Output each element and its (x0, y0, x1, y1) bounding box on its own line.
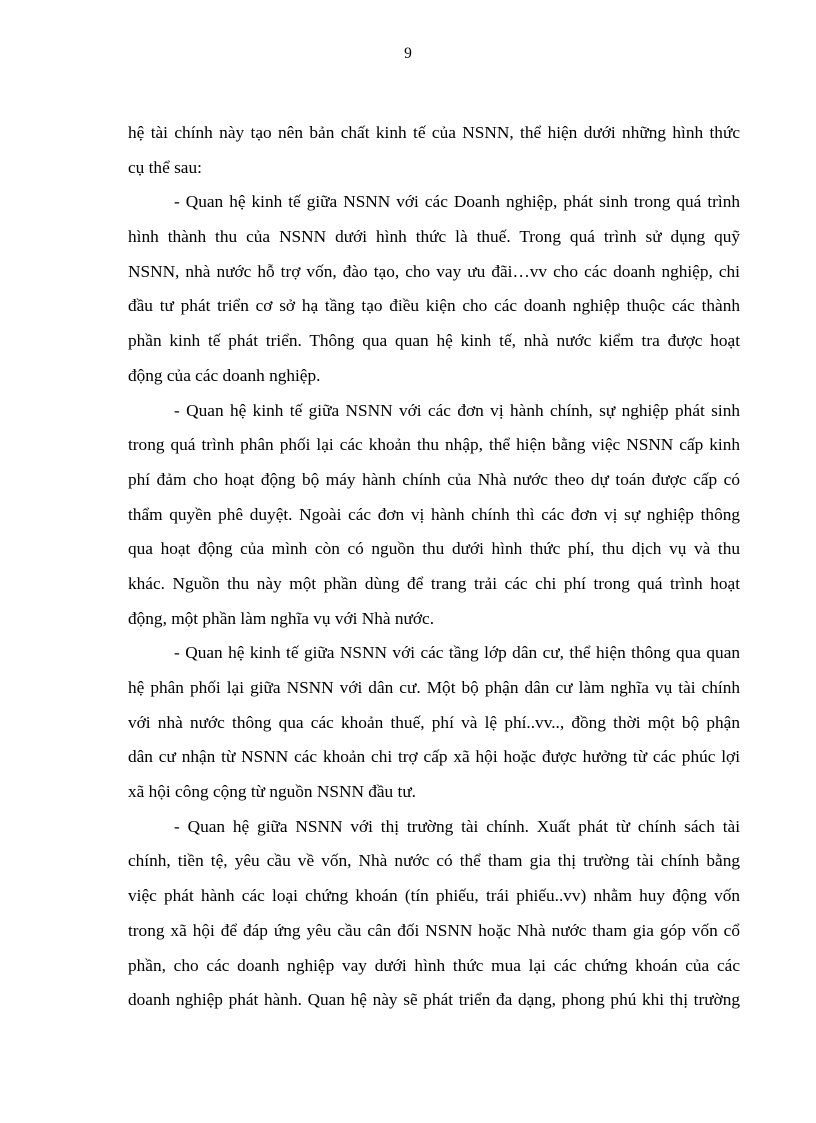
text-line: doanh nghiệp phát hành. Quan hệ này sẽ phát triển đa dạng, phong phú khi thị trường (128, 990, 740, 1010)
paragraph-line: - Quan hệ kinh tế giữa NSNN với các tầng lớp dân cư, thể hiện thông qua quan (174, 643, 740, 663)
text-line: hệ phân phối lại giữa NSNN với dân cư. Một bộ phận dân cư làm nghĩa vụ tài chính (128, 678, 740, 697)
text-line: dân cư nhận từ NSNN các khoản chi trợ cấp xã hội hoặc được hưởng từ các phúc lợi (128, 747, 740, 767)
text-line: phần kinh tế phát triển. Thông qua quan hệ kinh tế, nhà nước kiểm tra được hoạt (128, 331, 740, 351)
text-line: với nhà nước thông qua các khoản thuế, phí và lệ phí..vv.., đồng thời một bộ phận (128, 712, 740, 732)
text-line: hệ tài chính này tạo nên bản chất kinh tế của NSNN, thể hiện dưới những hình thức (128, 123, 740, 142)
text-line: xã hội công cộng từ nguồn NSNN đầu tư. (128, 782, 417, 802)
page-number: 9 (404, 45, 412, 62)
paragraph-line: - Quan hệ kinh tế giữa NSNN với các đơn vị hành chính, sự nghiệp phát sinh (174, 400, 740, 420)
body-text (128, 116, 740, 1018)
text-line: chính, tiền tệ, yêu cầu về vốn, Nhà nước có thể tham gia thị trường tài chính bằng (128, 851, 740, 871)
text-line: trong xã hội để đáp ứng yêu cầu cân đối NSNN hoặc Nhà nước tham gia góp vốn cổ (128, 920, 740, 940)
text-line: khác. Nguồn thu này một phần dùng để trang trải các chi phí trong quá trình hoạt (128, 573, 740, 593)
text-line: hình thành thu của NSNN dưới hình thức là thuế. Trong quá trình sử dụng quỹ (128, 227, 740, 247)
text-line: đầu tư phát triển cơ sở hạ tầng tạo điều kiện cho các doanh nghiệp thuộc các thành (128, 296, 740, 316)
text-line: NSNN, nhà nước hỗ trợ vốn, đào tạo, cho vay ưu đãi…vv cho các doanh nghiệp, chi (128, 261, 740, 281)
text-line: cụ thể sau: (128, 157, 202, 177)
text-line: phần, cho các doanh nghiệp vay dưới hình thức mua lại các chứng khoán của các (128, 955, 740, 975)
text-line: việc phát hành các loại chứng khoán (tín phiếu, trái phiếu..vv) nhằm huy động vốn (128, 886, 740, 906)
paragraph-line: - Quan hệ kinh tế giữa NSNN với các Doanh nghiệp, phát sinh trong quá trình (174, 192, 740, 212)
text-line: qua hoạt động của mình còn có nguồn thu dưới hình thức phí, thu dịch vụ và thu (128, 539, 740, 559)
text-line: động, một phần làm nghĩa vụ với Nhà nước. (128, 608, 435, 628)
text-line: trong quá trình phân phối lại các khoản thu nhập, thể hiện bằng việc NSNN cấp kinh (128, 435, 740, 455)
text-line: phí đảm cho hoạt động bộ máy hành chính của Nhà nước theo dự toán được cấp có (128, 469, 740, 489)
text-line: thẩm quyền phê duyệt. Ngoài các đơn vị hành chính thì các đơn vị sự nghiệp thông (128, 504, 740, 524)
text-line: động của các doanh nghiệp. (128, 365, 321, 385)
paragraph-line: - Quan hệ giữa NSNN với thị trường tài chính. Xuất phát từ chính sách tài (174, 816, 740, 836)
